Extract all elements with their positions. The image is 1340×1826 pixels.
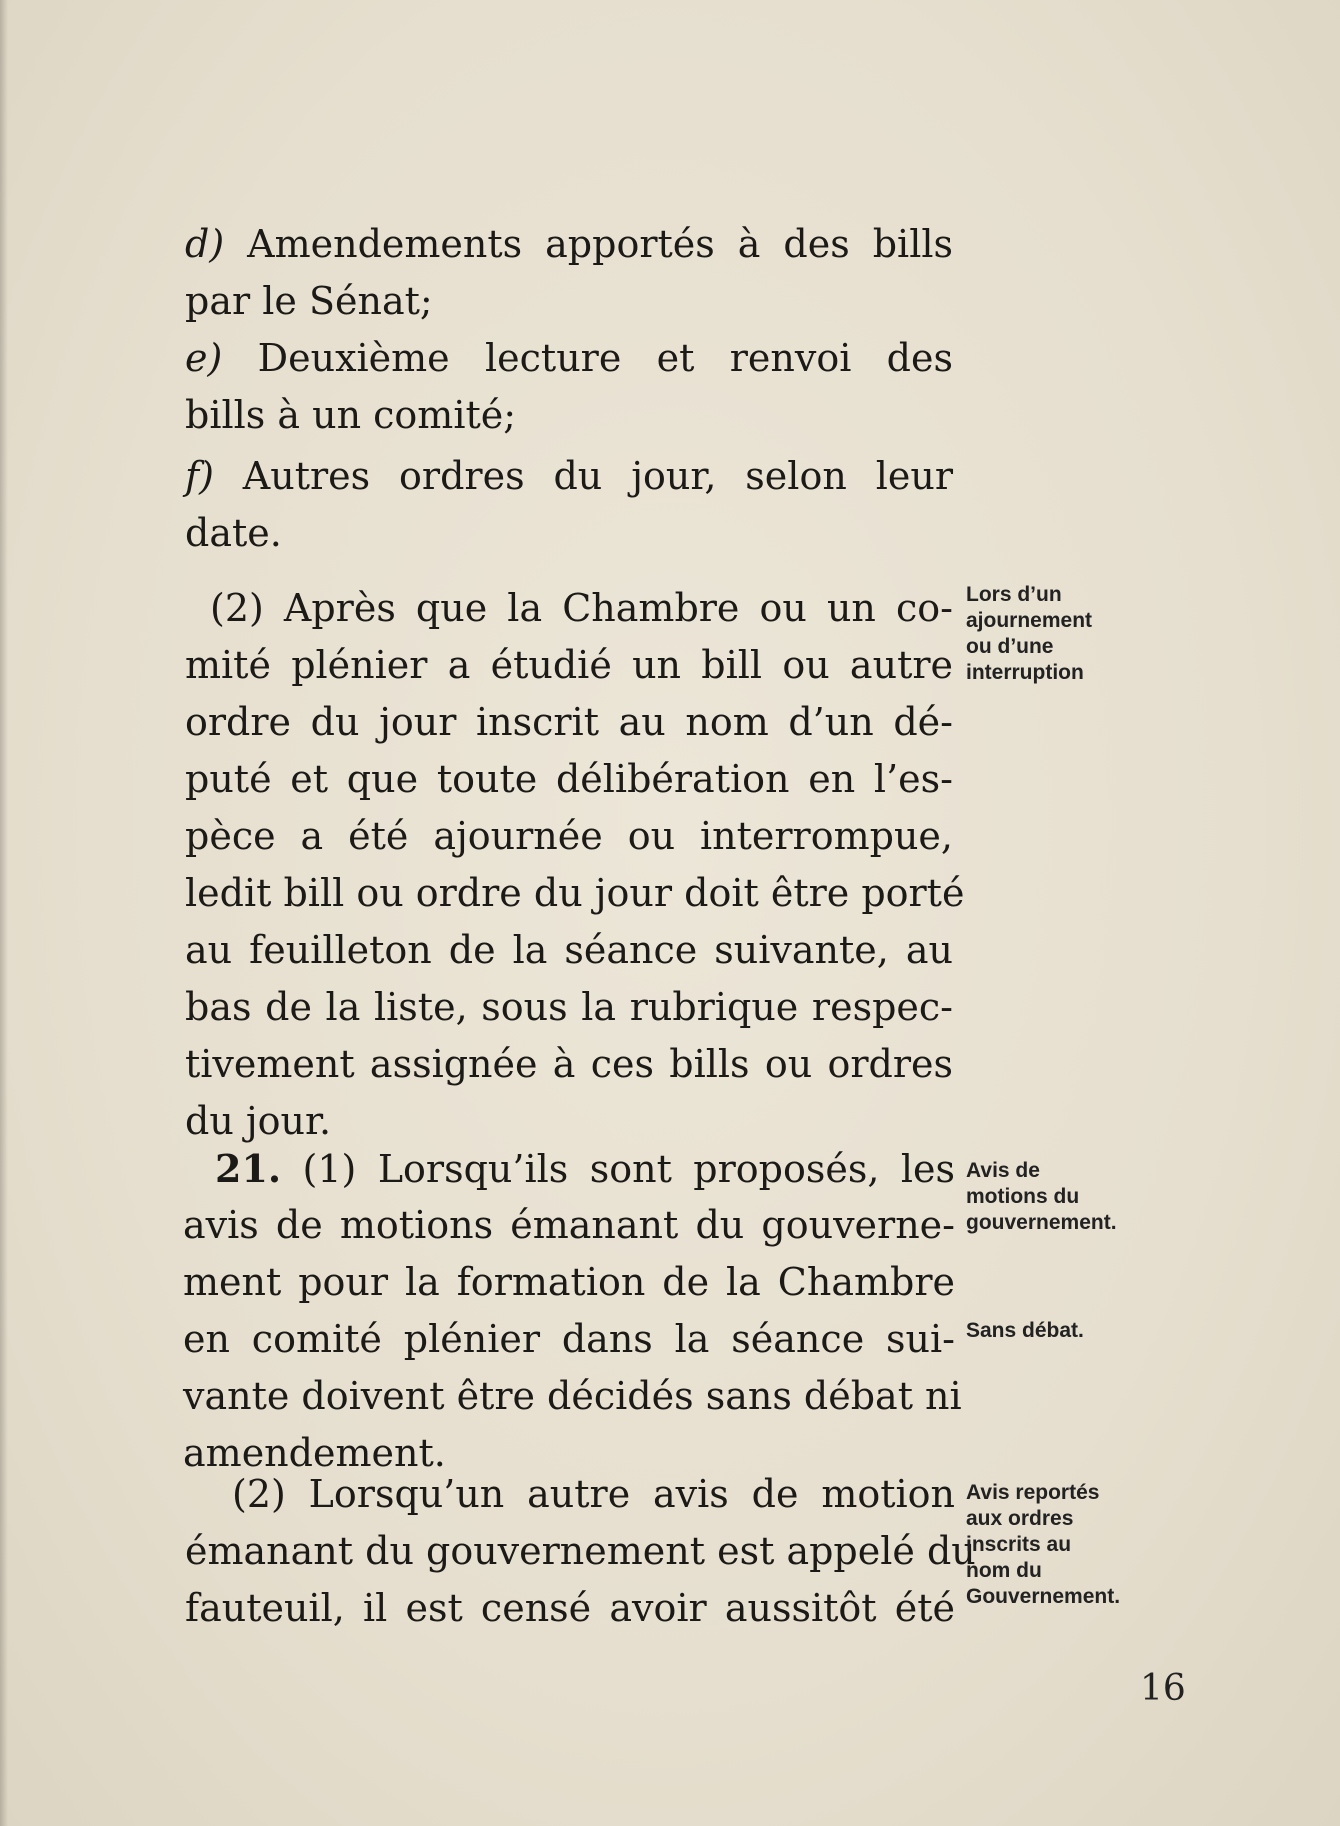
paragraph-line: émanant du gouvernement est appelé du bbox=[185, 1529, 976, 1573]
margin-note-ajournement bbox=[966, 582, 1186, 686]
paragraph-line bbox=[185, 448, 953, 505]
section-21-2-body bbox=[185, 1523, 976, 1637]
paragraph-line bbox=[185, 216, 953, 273]
margin-note-sans-debat bbox=[966, 1318, 1186, 1344]
paragraph-line bbox=[185, 330, 953, 387]
page-number: 16 bbox=[1140, 1668, 1186, 1709]
paragraph-line bbox=[215, 1140, 955, 1197]
paragraph-line: tivement assignée à ces bills ou ordres bbox=[185, 1042, 953, 1086]
paragraph-line: (2) Lorsqu’un autre avis de motion bbox=[232, 1472, 955, 1516]
line-text: Autres ordres du jour, selon leur bbox=[213, 454, 953, 498]
paragraph-f bbox=[185, 448, 953, 562]
paragraph-line: puté et que toute délibération en l’es- bbox=[185, 757, 953, 801]
margin-note-line: Lors d’un bbox=[966, 583, 1062, 606]
paragraph-d bbox=[185, 216, 953, 330]
paragraph-line: amendement. bbox=[183, 1431, 446, 1475]
margin-note-line: gouvernement. bbox=[966, 1211, 1117, 1234]
paragraph-line: vante doivent être décidés sans débat ni bbox=[183, 1374, 962, 1418]
margin-note-avis-motions bbox=[966, 1158, 1186, 1236]
margin-note-line: Gouvernement. bbox=[966, 1585, 1121, 1608]
section-21-2-first-line bbox=[232, 1466, 955, 1523]
margin-note-line: inscrits au bbox=[966, 1533, 1072, 1556]
margin-note-line: nom du bbox=[966, 1559, 1042, 1582]
section-21-first-line bbox=[215, 1140, 955, 1197]
margin-note-line: Avis reportés bbox=[966, 1481, 1100, 1504]
paragraph-line: en comité plénier dans la séance sui- bbox=[183, 1317, 955, 1361]
paragraph-line: pèce a été ajournée ou interrompue, bbox=[185, 814, 953, 858]
margin-note-line: ou d’une bbox=[966, 635, 1054, 658]
item-letter: e) bbox=[185, 336, 223, 380]
section-number: 21. bbox=[215, 1146, 282, 1191]
paragraph-line: mité plénier a étudié un bill ou autre bbox=[185, 643, 953, 687]
paragraph-line: par le Sénat; bbox=[185, 279, 433, 323]
margin-note-line: aux ordres bbox=[966, 1507, 1074, 1530]
margin-note-line: interruption bbox=[966, 661, 1084, 684]
section-21-body bbox=[183, 1197, 962, 1482]
line-text: Deuxième lecture et renvoi des bbox=[222, 336, 953, 380]
paragraph-line: ment pour la formation de la Chambre bbox=[183, 1260, 955, 1304]
page-fold-shadow bbox=[0, 0, 8, 1826]
paragraph-line: ledit bill ou ordre du jour doit être porté bbox=[185, 871, 965, 915]
paragraph-line: bas de la liste, sous la rubrique respec- bbox=[185, 985, 953, 1029]
margin-note-line: motions du bbox=[966, 1185, 1080, 1208]
paragraph-line: avis de motions émanant du gouverne- bbox=[183, 1203, 955, 1247]
margin-note-avis-reportes bbox=[966, 1480, 1186, 1610]
paragraph-e bbox=[185, 330, 953, 444]
margin-note-line: ajournement bbox=[966, 609, 1093, 632]
paragraph-line: (2) Après que la Chambre ou un co- bbox=[210, 586, 953, 630]
line-text: (1) Lorsqu’ils sont proposés, les bbox=[281, 1147, 955, 1191]
item-letter: d) bbox=[185, 222, 225, 266]
paragraph-line: bills à un comité; bbox=[185, 393, 517, 437]
item-letter: f) bbox=[185, 454, 214, 498]
paragraph-line: date. bbox=[185, 511, 282, 555]
paragraph-line: ordre du jour inscrit au nom d’un dé- bbox=[185, 700, 953, 744]
paragraph-line: au feuilleton de la séance suivante, au bbox=[185, 928, 953, 972]
subsection-2-first-line bbox=[210, 580, 953, 637]
line-text: Amendements apportés à des bills bbox=[224, 222, 953, 266]
subsection-2-body bbox=[185, 637, 965, 1150]
margin-note-line: Avis de bbox=[966, 1159, 1040, 1182]
paragraph-line: fauteuil, il est censé avoir aussitôt été bbox=[185, 1586, 955, 1630]
margin-note-line: Sans débat. bbox=[966, 1319, 1084, 1342]
paragraph-line: du jour. bbox=[185, 1099, 332, 1143]
